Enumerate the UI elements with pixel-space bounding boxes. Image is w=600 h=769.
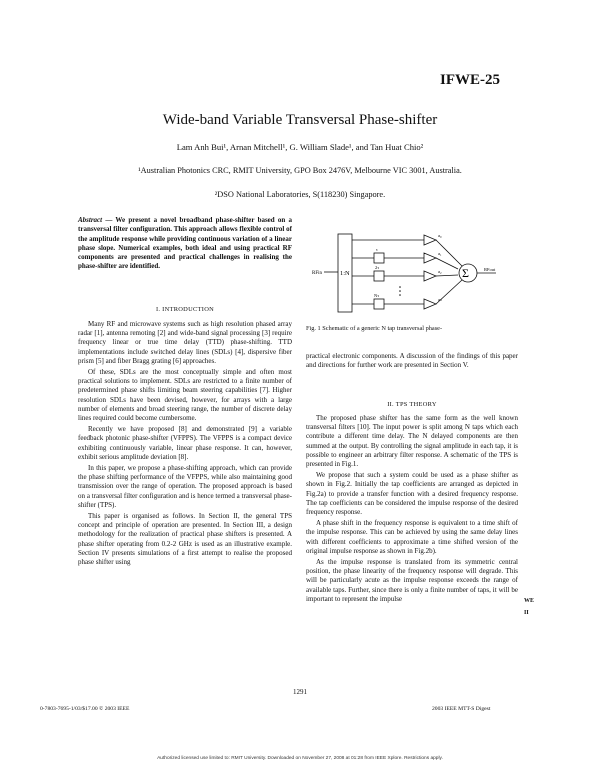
figure-tap-label: aₙ bbox=[438, 297, 442, 302]
right-column-intro-end bbox=[306, 352, 518, 372]
paragraph: In this paper, we propose a phase-shifting approach, which can provide the phase shifting performance of the VFPPS, while also maintaining good transmission over the range of operation. The proposed approach is based on a transversal filter configuration and is hence termed a transversal phase-shifter (TPS). bbox=[78, 464, 292, 509]
paper-authors: Lam Anh Bui¹, Arnan Mitchell¹, G. William Slade¹, and Tan Huat Chio² bbox=[176, 142, 424, 152]
affiliation-1: ¹Australian Photonics CRC, RMIT University, GPO Box 2476V, Melbourne VIC 3001, Australia. bbox=[138, 166, 462, 175]
figure-1-caption: Fig. 1 Schematic of a generic N tap transversal phase- bbox=[306, 325, 443, 332]
figure-tap-label: a₂ bbox=[438, 269, 442, 274]
figure-1-schematic bbox=[312, 216, 512, 321]
paragraph: This paper is organised as follows. In Section II, the general TPS concept and principle of operation are presented. In Section III, a design methodology for the realization of practical phase shifters is presented. A phase shifter operating from 0.2-2 GHz is used as an illustrative example. Section IV presents simulations of a first attempt to realise the proposed phase shifter using bbox=[78, 512, 292, 567]
paragraph: We propose that such a system could be used as a phase shifter as shown in Fig.2. Initially the tap coefficients are arranged as depicted in Fig.2a) to provide a transfer function with a desired frequency response. The tap coefficients can be considered the impulse response of the desired frequency response. bbox=[306, 471, 518, 517]
paper-title: Wide-band Variable Transversal Phase-shifter bbox=[162, 112, 438, 128]
paragraph: A phase shift in the frequency response is equivalent to a time shift of the impulse response. This can be achieved by using the same delay lines with different coefficients to approximate a time shifted version of the original impulse response as shown in Fig.2b). bbox=[306, 519, 518, 555]
affiliation-2: ²DSO National Laboratories, S(118230) Singapore. bbox=[214, 190, 386, 199]
abstract-text: — We present a novel broadband phase-shifter based on a transversal filter configuration. This approach allows flexible control of the amplitude response while providing continuous variation of a linear phase slope. Numerical examples, both ideal and using practical RF components are presented and practical challenges in realising the phase-shifter are identified. bbox=[78, 216, 292, 271]
figure-tap-label: a₀ bbox=[438, 233, 442, 238]
paragraph: practical electronic components. A discussion of the findings of this paper and directions for further work are presented in Section V. bbox=[306, 352, 518, 370]
abstract-label: Abstract bbox=[78, 216, 103, 224]
paragraph: Many RF and microwave systems such as high resolution phased array radar [1], antenna remoting [2] and wide-band signal processing [3] require frequency linear or true time delay (TTD) phase-shifting. TTD implementations include switched delay lines (SDLs) [4], dispersive fiber prism [5] and fiber Bragg grating [6] approaches. bbox=[78, 320, 292, 365]
paragraph: Of these, SDLs are the most conceptually simple and often most practical solutions to implement. SDLs are restricted to a finite number of predetermined phase shifts limiting beam steering capabilities [7]. Higher resolution SDLs have been devised, however, for arrays with a large number of elements and broad steering range, the number of discrete delay lines required could become cumbersome. bbox=[78, 368, 292, 423]
margin-mark: II bbox=[524, 610, 529, 616]
abstract bbox=[78, 216, 292, 272]
section-heading-tps-theory: II. TPS THEORY bbox=[387, 401, 437, 408]
margin-mark: WE bbox=[524, 598, 535, 604]
figure-delay-label: τ bbox=[376, 247, 378, 252]
figure-splitter-label: 1:N bbox=[340, 270, 350, 277]
paragraph: As the impulse response is translated from its symmetric central position, the phase linearity of the frequency response will degrade. This will be particularly acute as the impulse response exceeds the range of available taps. Further, since there is only a finite number of taps, it will be important to represent the impulse bbox=[306, 558, 518, 603]
figure-delay-label: Nτ bbox=[374, 293, 380, 298]
figure-output-label: RFout bbox=[484, 267, 496, 272]
figure-tap-label: a₁ bbox=[438, 251, 442, 256]
section-heading-introduction: I. INTRODUCTION bbox=[155, 306, 215, 313]
figure-sum-symbol: Σ bbox=[462, 266, 469, 280]
copyright-left: 0-7803-7695-1/03/$17.00 © 2003 IEEE bbox=[40, 706, 130, 712]
tps-theory-body bbox=[306, 414, 518, 606]
page-number: 1291 bbox=[293, 688, 307, 696]
license-notice: Authorized licensed use limited to: RMIT University. Downloaded on November 27, 2008 at 01:28 from IEEE Xplore. Restrictions apply. bbox=[157, 756, 443, 761]
introduction-body bbox=[78, 320, 292, 569]
figure-delay-label: 2τ bbox=[375, 265, 380, 270]
copyright-right: 2003 IEEE MTT-S Digest bbox=[432, 706, 491, 712]
paragraph: Recently we have proposed [8] and demonstrated [9] a variable feedback photonic phase-shifter (VFPPS). The VFPPS is a compact device exhibiting continuously variable, linear phase response. It can, however, exhibit serious amplitude deviation [8]. bbox=[78, 425, 292, 461]
figure-input-label: RFin bbox=[312, 271, 323, 276]
paragraph: The proposed phase shifter has the same form as the well known transversal filters [10]. The input power is split among N taps which each contribute a different time delay. The N delayed components are then summed at the output. By controlling the signal amplitude in each tap, it is possible to engineer an arbitrary filter response. A schematic of the TPS is presented in Fig.1. bbox=[306, 414, 518, 469]
session-code: IFWE-25 bbox=[440, 72, 500, 88]
